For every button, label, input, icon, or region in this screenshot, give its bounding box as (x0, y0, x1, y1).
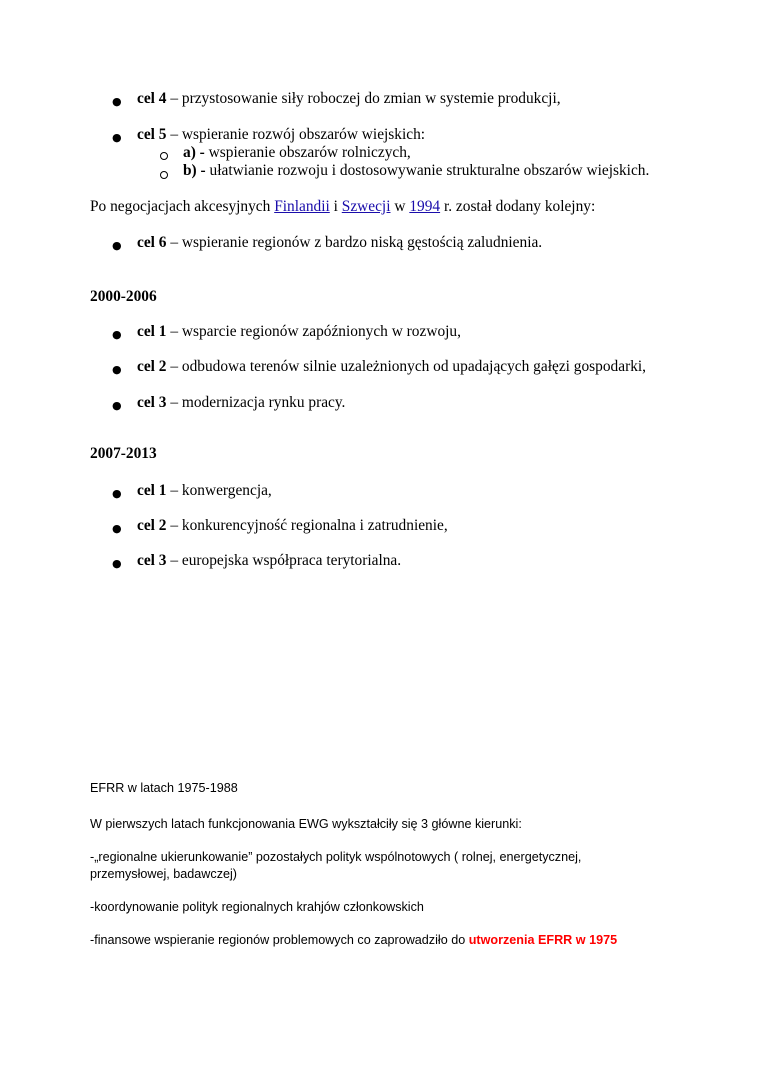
item-label: cel 4 (137, 90, 167, 107)
sub-item-label: a) - (183, 144, 205, 161)
item-text: – wsparcie regionów zapóźnionych w rozwoju, (170, 323, 461, 340)
bullet-icon: ● (112, 328, 122, 341)
list-item-2000-cel3 (137, 394, 345, 412)
item-text: – wspieranie regionów z bardzo niską gęstością zaludnienia. (170, 234, 543, 251)
efrr-title: EFRR w latach 1975-1988 (90, 781, 238, 795)
efrr-intro: W pierwszych latach funkcjonowania EWG wykształciły się 3 główne kierunki: (90, 817, 522, 831)
efrr-highlight: utworzenia EFRR w 1975 (468, 933, 618, 947)
bullet-icon: ● (112, 557, 122, 570)
efrr-point-3 (90, 933, 617, 948)
item-text: – odbudowa terenów silnie uzależnionych od upadających gałęzi gospodarki, (170, 358, 647, 375)
item-text: – konwergencja, (170, 482, 272, 499)
list-item-cel6 (137, 234, 542, 252)
bullet-icon: ● (112, 131, 122, 144)
link-szwecji[interactable]: Szwecji (341, 198, 391, 215)
list-item-2007-cel3 (137, 552, 401, 570)
heading-2007-2013: 2007-2013 (90, 445, 157, 462)
item-label: cel 3 (137, 552, 167, 569)
bullet-icon: ● (112, 522, 122, 535)
bullet-icon: ● (112, 399, 122, 412)
sub-item-text: ułatwianie rozwoju i dostosowywanie strukturalne obszarów wiejskich. (205, 162, 650, 179)
item-text: – przystosowanie siły roboczej do zmian w systemie produkcji, (170, 90, 561, 107)
bullet-icon: ● (112, 487, 122, 500)
heading-2000-2006: 2000-2006 (90, 288, 157, 305)
link-1994[interactable]: 1994 (409, 198, 441, 215)
item-text: – modernizacja rynku pracy. (170, 394, 346, 411)
link-finlandii[interactable]: Finlandii (274, 198, 330, 215)
circle-bullet-icon (160, 171, 168, 179)
list-item-2000-cel1 (137, 323, 461, 341)
list-item-2007-cel2 (137, 517, 448, 535)
sub-item-b (183, 162, 649, 180)
paragraph-text: Po negocjacjach akcesyjnych (90, 198, 275, 215)
list-item-2000-cel2 (137, 358, 646, 376)
circle-bullet-icon (160, 152, 168, 160)
bullet-icon: ● (112, 95, 122, 108)
accession-paragraph (90, 198, 595, 216)
list-item-2007-cel1 (137, 482, 272, 500)
item-label: cel 1 (137, 323, 167, 340)
efrr-point-1-line-2: przemysłowej, badawczej) (90, 867, 237, 881)
efrr-point-3-text: -finansowe wspieranie regionów problemowych co zaprowadziło do (90, 933, 469, 947)
list-item-cel4 (137, 90, 561, 108)
item-text: – konkurencyjność regionalna i zatrudnienie, (170, 517, 448, 534)
sub-item-label: b) - (183, 162, 206, 179)
item-label: cel 3 (137, 394, 167, 411)
bullet-icon: ● (112, 239, 122, 252)
item-text: – europejska współpraca terytorialna. (170, 552, 402, 569)
paragraph-text: r. został dodany kolejny: (440, 198, 596, 215)
efrr-point-2: -koordynowanie polityk regionalnych krahjów członkowskich (90, 900, 424, 914)
efrr-point-1-line-1: -„regionalne ukierunkowanie” pozostałych polityk wspólnotowych ( rolnej, energetycznej, (90, 850, 582, 864)
item-label: cel 2 (137, 358, 167, 375)
item-text: – wspieranie rozwój obszarów wiejskich: (170, 126, 426, 143)
sub-item-a (183, 144, 411, 162)
item-label: cel 1 (137, 482, 167, 499)
paragraph-text: w (390, 198, 410, 215)
item-label: cel 5 (137, 126, 167, 143)
item-label: cel 2 (137, 517, 167, 534)
sub-item-text: wspieranie obszarów rolniczych, (204, 144, 411, 161)
item-label: cel 6 (137, 234, 167, 251)
paragraph-text: i (329, 198, 342, 215)
list-item-cel5 (137, 126, 425, 144)
bullet-icon: ● (112, 363, 122, 376)
